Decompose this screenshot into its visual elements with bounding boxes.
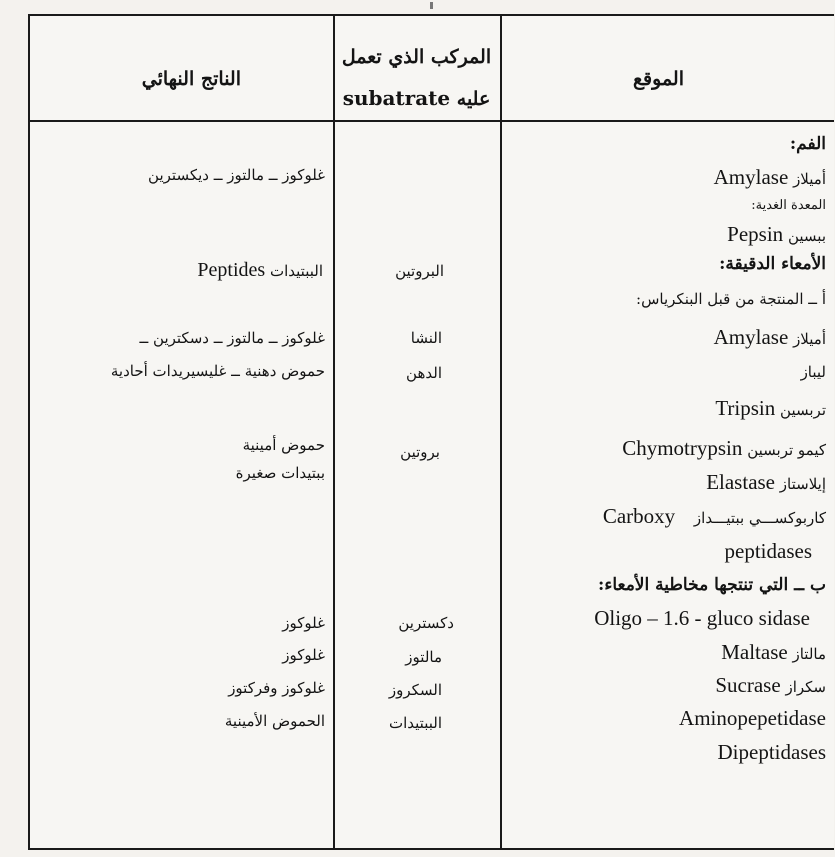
header-location: الموقع bbox=[632, 68, 684, 90]
amylase-row: أميلاز Amylase bbox=[713, 165, 826, 189]
mucosa-label: ب ــ التي تنتجها مخاطية الأمعاء: bbox=[598, 575, 826, 595]
maltose-substrate: مالتوز bbox=[405, 648, 442, 666]
sucrase-row: سكراز Sucrase bbox=[715, 673, 826, 697]
amylase-product: غلوكوز ــ مالتوز ــ ديكسترين bbox=[148, 166, 325, 184]
header-product: الناتج النهائي bbox=[141, 68, 241, 90]
aminopeptidase-row: Aminopepetidase bbox=[679, 706, 826, 730]
gastric-label: المعدة الغدية: bbox=[751, 198, 826, 213]
oligo-glucosidase-row: Oligo – 1.6 - gluco sidase bbox=[594, 606, 810, 630]
pepsin-product: الببتيدات Peptides bbox=[197, 259, 323, 281]
maltase-row: مالتاز Maltase bbox=[721, 640, 826, 664]
carboxypeptidase-row: كاربوكســـي ببتيـــداز Carboxy bbox=[602, 504, 826, 528]
header-substrate-line2: عليه subatrate bbox=[342, 86, 491, 110]
peptides-product: الحموض الأمينية bbox=[224, 712, 325, 730]
protein-product-amino-acids: حموض أمينية bbox=[242, 436, 325, 454]
dextrin-product: غلوكوز bbox=[282, 614, 325, 632]
carboxypeptidase-row-cont: peptidases bbox=[724, 539, 812, 563]
sucrose-substrate: السكروز bbox=[388, 681, 442, 699]
pepsin-substrate: البروتين bbox=[395, 262, 444, 280]
elastase-row: إيلاستاز Elastase bbox=[706, 470, 826, 494]
header-substrate-line1: المركب الذي تعمل bbox=[341, 46, 492, 68]
amylase-substrate: النشا bbox=[410, 329, 442, 347]
mouth-label: الفم: bbox=[789, 134, 826, 154]
enzyme-table bbox=[28, 14, 834, 850]
dipeptidase-row: Dipeptidases bbox=[717, 740, 826, 764]
pepsin-row: ببسين Pepsin bbox=[727, 222, 826, 246]
substrate-column bbox=[333, 16, 500, 848]
maltose-product: غلوكوز bbox=[282, 646, 325, 664]
lipase-row: ليباز bbox=[800, 363, 826, 381]
lipase-substrate: الدهن bbox=[406, 364, 442, 382]
chymotrypsin-row: كيمو تربسين Chymotrypsin bbox=[622, 436, 826, 460]
protein-substrate: بروتين bbox=[400, 443, 440, 461]
trypsin-row: تربسين Tripsin bbox=[715, 396, 826, 420]
small-intestine-label: الأمعاء الدقيقة: bbox=[719, 254, 826, 274]
pancreas-label: أ ــ المنتجة من قبل البنكرياس: bbox=[636, 290, 826, 308]
lipase-product: حموض دهنية ــ غليسيريدات أحادية bbox=[110, 362, 325, 380]
product-column bbox=[30, 16, 333, 848]
peptides-substrate: الببتيدات bbox=[388, 714, 442, 732]
dextrin-substrate: دكسترين bbox=[398, 614, 454, 632]
amylase-pancreas-product: غلوكوز ــ مالتوز ــ دسكترين ــ bbox=[139, 329, 325, 347]
pancreatic-amylase-row: أميلاز Amylase bbox=[713, 325, 826, 349]
location-column bbox=[500, 16, 834, 848]
scan-artifact bbox=[430, 2, 433, 9]
sucrose-product: غلوكوز وفركتوز bbox=[228, 679, 325, 697]
protein-product-small-peptides: ببتيدات صغيرة bbox=[235, 464, 325, 482]
